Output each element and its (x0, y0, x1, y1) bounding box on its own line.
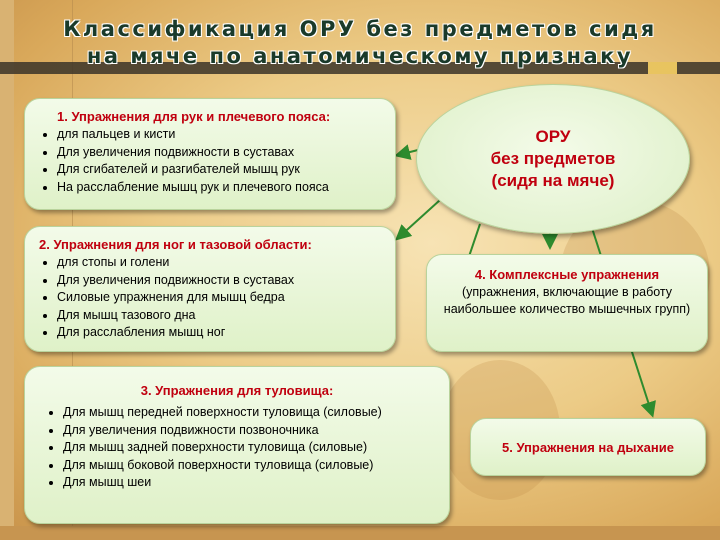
box1-heading: 1. Упражнения для рук и плечевого пояса: (57, 109, 331, 124)
arrow-to-box2 (398, 200, 440, 238)
box2-list (25, 254, 395, 342)
box1-item: • Для увеличения подвижности в суставах (57, 144, 395, 162)
box3-heading: 3. Упражнения для туловища: (140, 383, 334, 398)
box3-item: • Для мышц боковой поверхности туловища (силовые) (63, 457, 449, 475)
box2-item: • Для расслабления мышц ног (57, 324, 395, 342)
box2-item: • для стопы и голени (57, 254, 395, 272)
box-breathing-exercises (470, 418, 706, 476)
box-arms-shoulders (24, 98, 396, 210)
box2-item: • Силовые упражнения для мышц бедра (57, 289, 395, 307)
box3-item: • Для увеличения подвижности позвоночника (63, 422, 449, 440)
box3-list (25, 404, 449, 492)
box3-item: • Для мышц передней поверхности туловища (силовые) (63, 404, 449, 422)
box-complex-exercises (426, 254, 708, 352)
box2-heading: 2. Упражнения для ног и тазовой области: (39, 237, 312, 252)
box-legs-pelvis (24, 226, 396, 352)
box-torso (24, 366, 450, 524)
box4-heading: 4. Комплексные упражнения (474, 267, 660, 282)
arrow-to-box1 (398, 150, 418, 155)
box3-item: • Для мышц шеи (63, 474, 449, 492)
center-line-1: ОРУ (535, 127, 571, 146)
center-line-2: без предметов (490, 149, 616, 168)
box2-item: • Для мышц тазового дна (57, 307, 395, 325)
box1-list (25, 126, 395, 196)
center-line-3: (сидя на мяче) (491, 171, 615, 190)
box4-description: (упражнения, включающие в работу наибольшее количество мышечных групп) (443, 285, 691, 316)
center-oval (416, 84, 690, 234)
title-line-1: Классификация ОРУ без предметов сидя (63, 17, 657, 41)
box1-item: • Для сгибателей и разгибателей мышц рук (57, 161, 395, 179)
box3-item: • Для мышц задней поверхности туловища (силовые) (63, 439, 449, 457)
box1-item: • На расслабление мышц рук и плечевого пояса (57, 179, 395, 197)
box1-item: • для пальцев и кисти (57, 126, 395, 144)
box5-heading: 5. Упражнения на дыхание (502, 439, 674, 455)
title-line-2: на мяче по анатомическому признаку (86, 44, 634, 68)
box2-item: • Для увеличения подвижности в суставах (57, 272, 395, 290)
